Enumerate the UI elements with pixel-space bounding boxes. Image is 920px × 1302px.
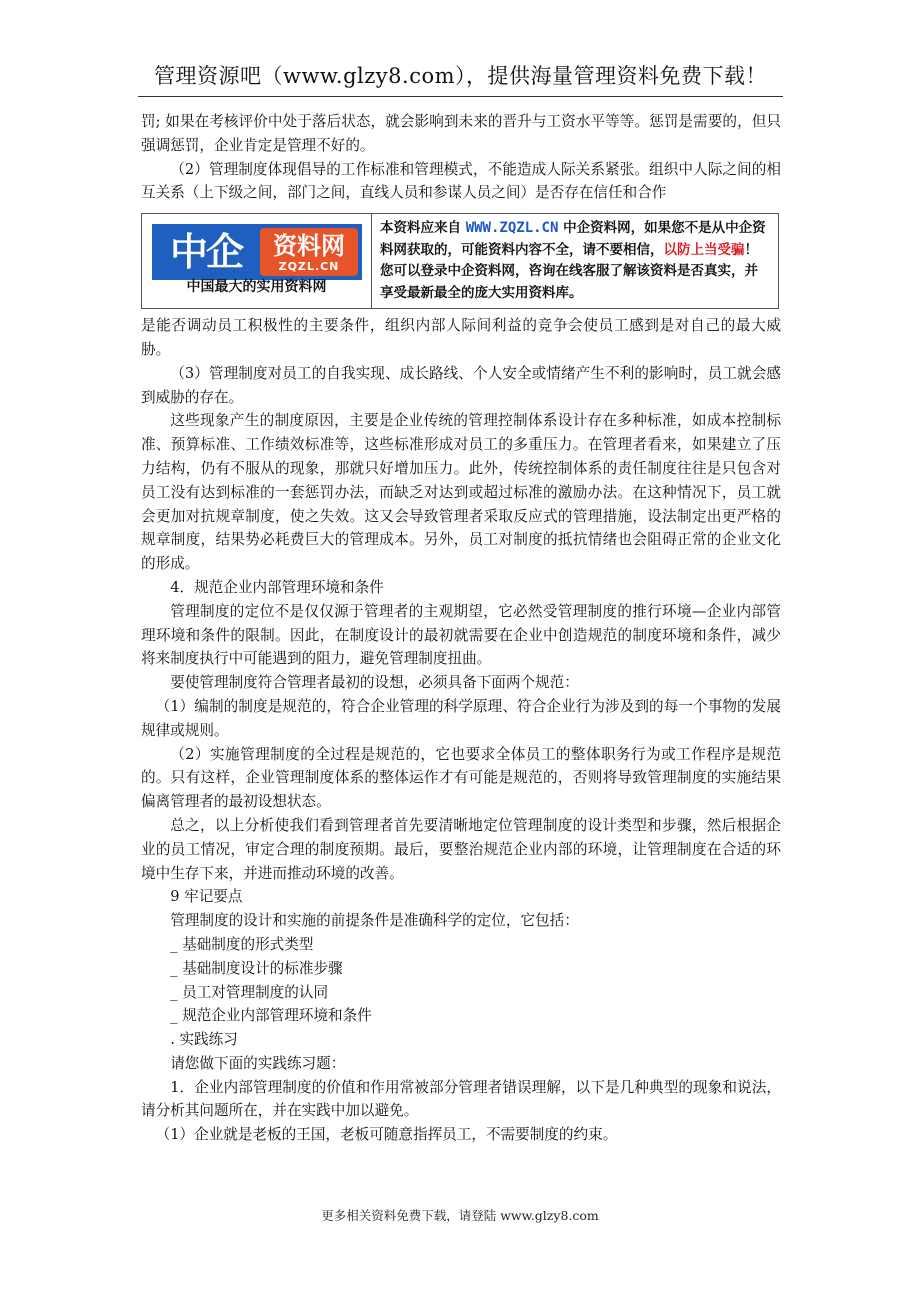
ad-text-1: 本资料应来自 <box>380 220 466 237</box>
logo-badge <box>260 228 358 276</box>
ad-warning: 以防上当受骗 <box>663 241 745 258</box>
paragraph: 1．企业内部管理制度的价值和作用常被部分管理者错误理解，以下是几种典型的现象和说法，请分析其问题所在，并在实践中加以避免。 <box>141 1078 781 1120</box>
ad-banner[interactable] <box>141 213 779 309</box>
paragraph: 9 牢记要点 <box>170 888 243 906</box>
page-footer <box>0 1206 920 1224</box>
paragraph: 管理制度的定位不是仅仅源于管理者的主观期望，它必然受管理制度的推行环境—企业内部管理环境和条件的限制。因此，在制度设计的最初就需要在企业中创造规范的制度环境和条件，减少将来制度执行中可能遇到的阻力，避免管理制度扭曲。 <box>141 602 781 668</box>
ad-site-link[interactable]: WWW.ZQZL.CN <box>465 220 559 237</box>
paragraph: （1）企业就是老板的王国，老板可随意指挥员工，不需要制度的约束。 <box>155 1126 618 1144</box>
paragraph: 总之，以上分析使我们看到管理者首先要清晰地定位管理制度的设计类型和步骤，然后根据企业的员工情况，审定合理的制度预期。最后，要整治规范企业内部的环境，让管理制度在合适的环境中生存下来，并进而推动环境的改善。 <box>141 816 781 882</box>
document-body <box>141 110 781 1147</box>
logo-url: ZQZL.CN <box>278 259 340 273</box>
paragraph: （3）管理制度对员工的自我实现、成长路线、个人安全或情绪产生不利的影响时，员工就会感到威胁的存在。 <box>141 364 781 406</box>
paragraph: 罚; 如果在考核评价中处于落后状态，就会影响到未来的晋升与工资水平等等。惩罚是需要的，但只强调惩罚，企业肯定是管理不好的。 <box>141 113 781 154</box>
ad-slogan: 中国最大的实用资料网 <box>186 279 327 296</box>
ad-notice <box>372 214 778 308</box>
logo-text-ziliaowang: 资料网 <box>273 231 345 260</box>
paragraph: _ 员工对管理制度的认同 <box>170 983 329 1001</box>
footer-text: 更多相关资料免费下载，请登陆 www.glzy8.com <box>321 1208 599 1223</box>
zqzl-logo <box>152 224 362 280</box>
paragraph: _ 基础制度设计的标准步骤 <box>170 959 343 977</box>
paragraph: 是能否调动员工积极性的主要条件，组织内部人际间利益的竞争会使员工感到是对自己的最大威胁。 <box>141 317 781 358</box>
paragraph: 这些现象产生的制度原因，主要是企业传统的管理控制体系设计存在多种标准，如成本控制标准、预算标准、工作绩效标准等，这些标准形成对员工的多重压力。在管理者看来，如果建立了压力结构，仍有不服从的现象，那就只好增加压力。此外，传统控制体系的责任制度往往是只包含对员工没有达到标准的一套惩罚办法，而缺乏对达到或超过标准的激励办法。在这种情况下，员工就会更加对抗规章制度，使之失效。这又会导致管理者采取反应式的管理措施，设法制定出更严格的规章制度，结果势必耗费巨大的管理成本。另外，员工对制度的抵抗情绪也会阻碍正常的企业文化的形成。 <box>141 412 781 573</box>
paragraph: （2）管理制度体现倡导的工作标准和管理模式，不能造成人际关系紧张。组织中人际之间的相互关系（上下级之间，部门之间，直线人员和参谋人员之间）是否存在信任和合作 <box>141 160 781 202</box>
paragraph: 请您做下面的实践练习题： <box>170 1054 346 1072</box>
body-paragraphs <box>141 314 781 1147</box>
ad-text-2: 中企资料网，如果您不是从中企资料网获取的，可能资料内容不全，请不要相信， <box>380 220 766 258</box>
paragraph: 4．规范企业内部管理环境和条件 <box>170 578 384 596</box>
paragraph: （2）实施管理制度的全过程是规范的，它也要求全体员工的整体职务行为或工作程序是规范的。只有这样，企业管理制度体系的整体运作才有可能是规范的，否则将导致管理制度的实施结果偏离管理者的最初设想状态。 <box>141 745 781 811</box>
page-header <box>138 60 783 97</box>
ad-text-3: ！您可以登录中企资料网，咨询在线客服了解该资料是否真实，并享受最新最全的庞大实用资料库。 <box>380 241 758 301</box>
paragraph: . 实践练习 <box>170 1031 238 1049</box>
paragraph: 管理制度的设计和实施的前提条件是准确科学的定位，它包括： <box>170 912 579 930</box>
paragraph: （1）编制的制度是规范的，符合企业管理的科学原理、符合企业行为涉及到的每一个事物的发展规律或规则。 <box>141 697 781 739</box>
ad-logo-panel <box>142 214 372 308</box>
paragraph: 要使管理制度符合管理者最初的设想，必须具备下面两个规范： <box>170 674 579 692</box>
logo-text-zhongqi: 中企 <box>169 230 242 275</box>
paragraph: _ 基础制度的形式类型 <box>170 935 314 953</box>
header-title: 管理资源吧（www.glzy8.com），提供海量管理资料免费下载！ <box>153 64 768 88</box>
paragraph: _ 规范企业内部管理环境和条件 <box>170 1007 372 1025</box>
